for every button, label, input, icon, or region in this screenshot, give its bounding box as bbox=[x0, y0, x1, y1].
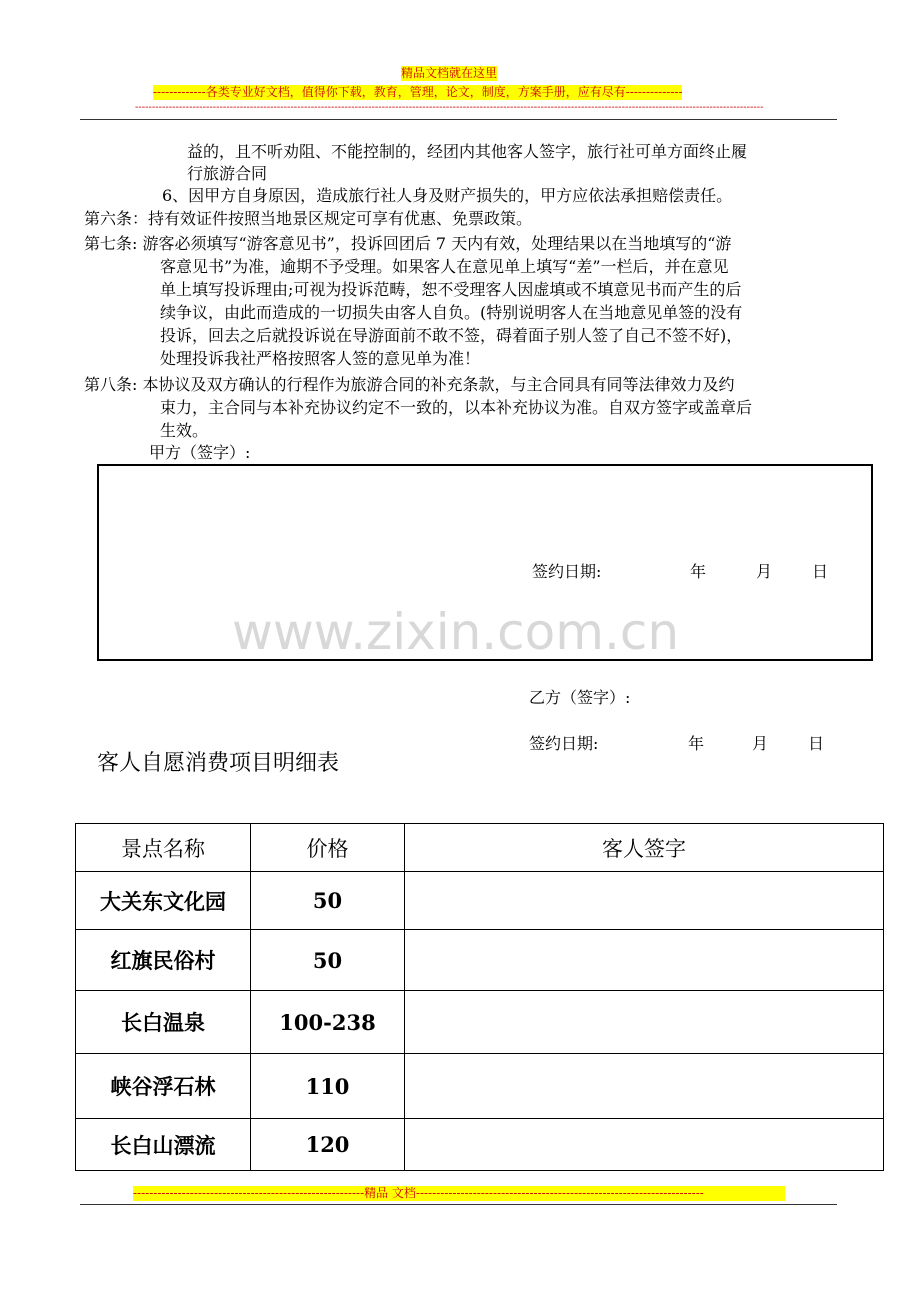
spot-name: 长白山漂流 bbox=[76, 1119, 251, 1171]
sign-date-label-b: 签约日期: bbox=[529, 734, 599, 753]
sign-date-label: 签约日期: bbox=[532, 562, 602, 581]
sign-day-b: 日 bbox=[808, 734, 825, 753]
article-7: 第七条: 游客必须填写“游客意见书”，投诉回团后 7 天内有效，处理结果以在当地填写的“游 bbox=[84, 234, 732, 253]
article-8: 第八条: 本协议及双方确认的行程作为旅游合同的补充条款，与主合同具有同等法律效力及约 bbox=[84, 375, 735, 394]
header-price: 价格 bbox=[251, 824, 405, 872]
sign-month: 月 bbox=[756, 562, 773, 581]
spot-name: 长白温泉 bbox=[76, 991, 251, 1054]
table-row bbox=[76, 930, 884, 991]
spot-name: 红旗民俗村 bbox=[76, 930, 251, 991]
body-line: 投诉，回去之后就投诉说在导游面前不敢不签，碍着面子别人签了自己不签不好)， bbox=[160, 326, 743, 345]
header-dashes: ------------------------------------------------------------------------------------------------------------------------------------------------------------------------------------------ bbox=[135, 102, 764, 113]
article-6: 第六条：持有效证件按照当地景区规定可享有优惠、免票政策。 bbox=[84, 209, 533, 228]
spot-price: 50 bbox=[251, 872, 405, 930]
spot-name: 大关东文化园 bbox=[76, 872, 251, 930]
body-line: 生效。 bbox=[160, 421, 209, 440]
header-spot-name: 景点名称 bbox=[76, 824, 251, 872]
table-header-row bbox=[76, 824, 884, 872]
sign-year: 年 bbox=[690, 562, 707, 581]
spot-price: 120 bbox=[251, 1119, 405, 1171]
guest-signature-cell[interactable] bbox=[405, 930, 884, 991]
spot-price: 50 bbox=[251, 930, 405, 991]
header-title: 精品文档就在这里 bbox=[401, 66, 498, 80]
spot-price: 100-238 bbox=[251, 991, 405, 1054]
body-line: 行旅游合同 bbox=[187, 164, 268, 183]
spot-name: 峡谷浮石林 bbox=[76, 1054, 251, 1119]
sign-day: 日 bbox=[812, 562, 829, 581]
table-row bbox=[76, 991, 884, 1054]
header-rule bbox=[80, 119, 837, 120]
guest-signature-cell[interactable] bbox=[405, 1054, 884, 1119]
footer-rule bbox=[80, 1204, 837, 1205]
guest-signature-cell[interactable] bbox=[405, 991, 884, 1054]
table-row bbox=[76, 1054, 884, 1119]
spot-price: 110 bbox=[251, 1054, 405, 1119]
table-row bbox=[76, 872, 884, 930]
watermark: www.zixin.com.cn bbox=[232, 603, 680, 661]
table-row bbox=[76, 1119, 884, 1171]
sign-year-b: 年 bbox=[688, 734, 705, 753]
guest-signature-cell[interactable] bbox=[405, 872, 884, 930]
body-line: 益的，且不听劝阻、不能控制的，经团内其他客人签字，旅行社可单方面终止履 bbox=[187, 142, 748, 161]
table-title: 客人自愿消费项目明细表 bbox=[97, 751, 340, 776]
header-slogan: -------------各类专业好文档，值得你下载，教育，管理，论文，制度，方案手册，应有尽有-------------- bbox=[153, 85, 683, 99]
body-line: 6、因甲方自身原因，造成旅行社人身及财产损失的，甲方应依法承担赔偿责任。 bbox=[162, 186, 733, 205]
party-b-signature-label: 乙方（签字）: bbox=[529, 688, 631, 707]
header-guest-signature: 客人签字 bbox=[405, 824, 884, 872]
party-a-signature-label: 甲方（签字）: bbox=[149, 443, 251, 462]
guest-signature-cell[interactable] bbox=[405, 1119, 884, 1171]
body-line: 束力，主合同与本补充协议约定不一致的，以本补充协议为准。自双方签字或盖章后 bbox=[160, 398, 753, 417]
body-line: 单上填写投诉理由;可视为投诉范畴，恕不受理客人因虚填或不填意见书而产生的后 bbox=[160, 280, 742, 299]
footer-banner: ---------------------------------------------------------精品 文档----------------------------------------------------------------------- bbox=[133, 1186, 785, 1201]
consumption-table bbox=[75, 823, 884, 1171]
body-line: 客意见书”为准，逾期不予受理。如果客人在意见单上填写“差”一栏后，并在意见 bbox=[160, 257, 729, 276]
body-line: 处理投诉我社严格按照客人签的意见单为准！ bbox=[160, 349, 481, 368]
sign-month-b: 月 bbox=[752, 734, 769, 753]
body-line: 续争议，由此而造成的一切损失由客人自负。(特别说明客人在当地意见单签的没有 bbox=[160, 303, 743, 322]
